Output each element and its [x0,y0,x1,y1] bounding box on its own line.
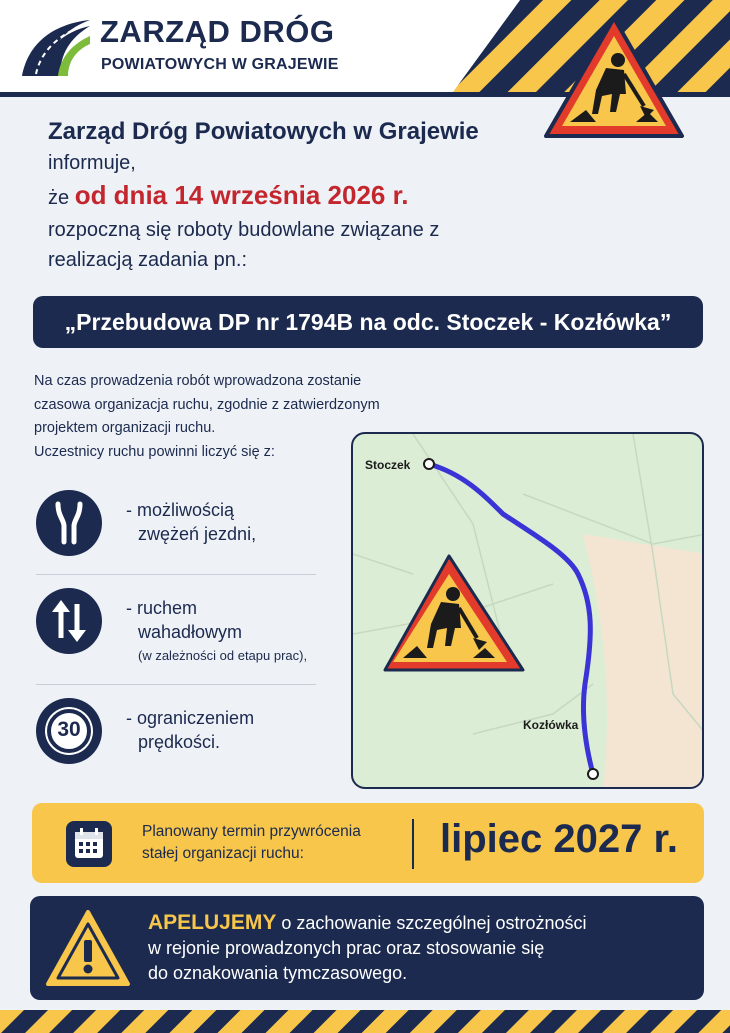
date-prefix: że [48,187,75,209]
roadworks-map-sign-icon [385,556,523,670]
impact-line: wahadłowym [138,622,243,642]
appeal-line [148,910,688,936]
speed-limit-value: 30 [57,718,81,741]
term-label-line: stałej organizacji ruchu: [142,845,304,862]
road-logo-icon [18,14,92,85]
impact-text [126,596,307,668]
intro-block [48,118,528,275]
impact-text [126,498,256,546]
restoration-term-box [32,803,704,883]
route-map [351,432,704,789]
notice-line: Uczestnicy ruchu powinni liczyć się z: [34,443,275,460]
appeal-line: do oznakowania tymczasowego. [148,963,408,983]
appeal-text [148,910,688,986]
appeal-accent: APELUJEMY [148,911,277,934]
start-date: od dnia 14 września 2026 r. [74,180,409,210]
logo-subtitle: POWIATOWYCH W GRAJEWIE [101,56,339,73]
appeal-box [30,896,704,1000]
map-label-end: Kozłówka [523,718,579,732]
impact-text [126,706,254,754]
intro-line: informuje, [48,152,136,174]
intro-line: realizacją zadania pn.: [48,249,248,271]
speed-limit-icon [36,698,102,764]
divider [36,574,316,575]
calendar-icon [66,821,112,867]
term-label-line: Planowany termin przywrócenia [142,823,361,840]
two-way-traffic-icon [36,588,102,654]
warning-exclamation-icon [42,906,134,990]
organization-name: Zarząd Dróg Powiatowych w Grajewie [48,118,479,145]
appeal-line: w rejonie prowadzonych prac oraz stosowanie się [148,938,545,958]
impact-item-narrowing [36,490,316,562]
notice-line: projektem organizacji ruchu. [34,420,216,436]
impact-line: prędkości. [138,732,221,752]
logo-title: ZARZĄD DRÓG [100,14,335,49]
notice-line: Na czas prowadzenia robót wprowadzona zostanie [34,373,362,389]
impact-line: - ograniczeniem [126,708,255,728]
start-date-line [48,178,528,215]
impact-note: (w zależności od etapu prac), [138,648,308,663]
term-separator [412,819,414,869]
roadworks-warning-sign-icon [540,12,688,142]
impact-line: zwężeń jezdni, [138,524,257,544]
term-label [142,821,422,865]
divider [36,684,316,685]
hazard-stripe-footer [0,1010,730,1033]
impact-line: - możliwością [126,500,235,520]
road-narrowing-icon [36,490,102,556]
impact-item-two-way [36,588,316,678]
term-value: lipiec 2027 r. [440,817,678,861]
map-label-start: Stoczek [365,458,411,472]
intro-line: rozpoczną się roboty budowlane związane z [48,219,440,241]
impact-item-speed [36,698,316,770]
notice-line: czasowa organizacja ruchu, zgodnie z zatwierdzonym [34,396,380,413]
project-name: „Przebudowa DP nr 1794B na odc. Stoczek - Kozłówka” [33,296,703,348]
appeal-line-text: o zachowanie szczególnej ostrożności [276,913,587,933]
impact-line: - ruchem [126,598,198,618]
